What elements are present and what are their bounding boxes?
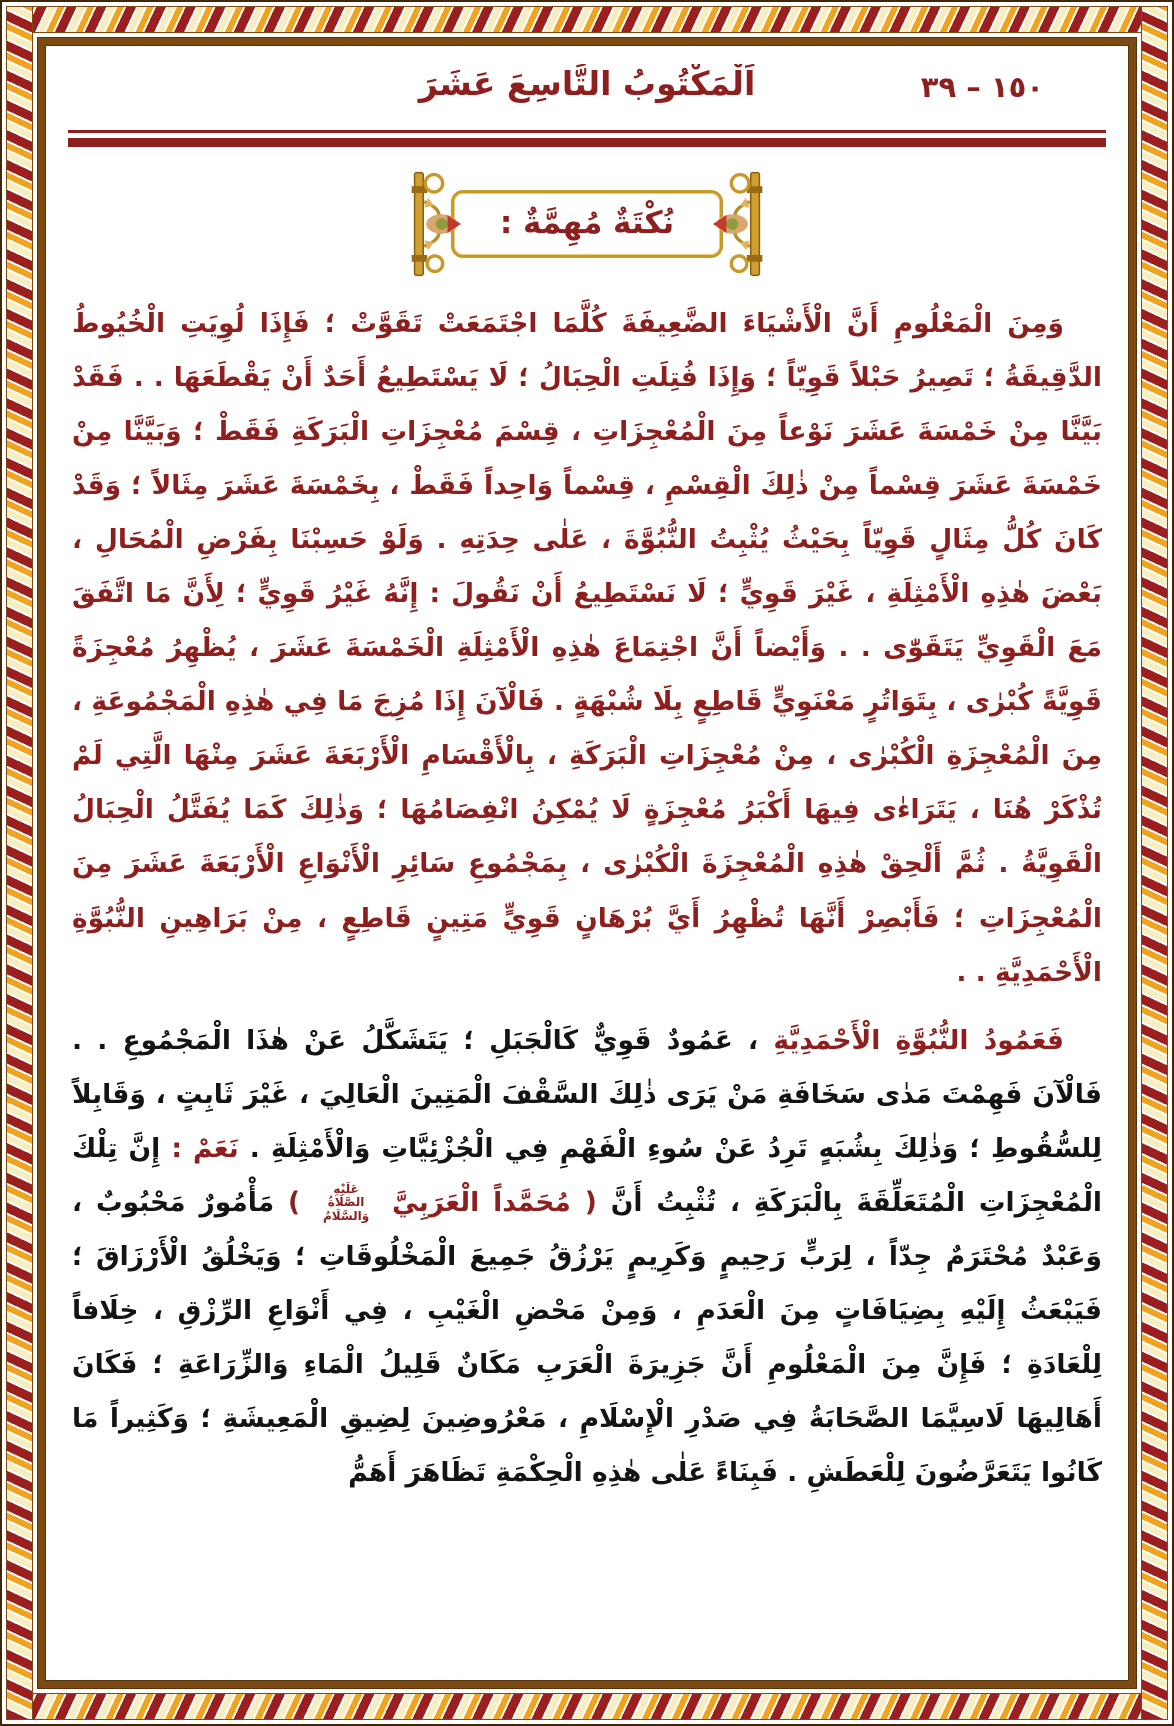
- section-heading: نُكْتَةٌ مُهِمَّةٌ :: [499, 205, 675, 241]
- highlight-pillar-of-prophethood: فَعَمُودُ النُّبُوَّةِ الْأَحْمَدِيَّةِ: [773, 1024, 1064, 1056]
- highlight-naam: نَعَمْ :: [171, 1132, 239, 1164]
- arabesque-flourish-icon: [711, 169, 773, 279]
- paragraph-2-text: مَأْمُورٌ مَحْبُوبٌ ، وَعَبْدٌ مُحْتَرَمٌ جِدّاً ، لِرَبٍّ رَحِيمٍ وَكَرِيمٍ يَرْزُقُ جَمِيعَ الْمَخْلُوقَاتِ ؛ وَيَخْلُقُ الْأَرْزَاقَ ؛ فَيَبْعَثُ إِلَيْهِ بِضِيَافَاتٍ مِنَ الْعَدَمِ ، وَمِنْ مَحْضِ الْغَيْبِ ، فِي أَنْوَاعِ الرِّزْقِ ، خِلَافاً لِلْعَادَةِ ؛ فَإِنَّ مِنَ الْمَعْلُومِ أَنَّ جَزِيرَةَ الْعَرَبِ مَكَانٌ قَلِيلُ الْمَاءِ وَالزِّرَاعَةِ ؛ فَكَانَ أَهَالِيهَا لَاسِيَّمَا الصَّحَابَةُ فِي صَدْرِ الْإِسْلَامِ ، مَعْرُوضِينَ لِضِيقِ الْمَعِيشَةِ ؛ وَكَثِيراً مَا كَانُوا يَتَعَرَّضُونَ لِلْعَطَشِ . فَبِنَاءً عَلٰى هٰذِهِ الْحِكْمَةِ تَظَاهَرَ أَهَمُّ: [72, 1186, 1102, 1488]
- section-cartouche: [68, 165, 1106, 283]
- border-band-bottom: [6, 1693, 1168, 1720]
- border-band-left: [6, 6, 33, 1720]
- header-divider: [68, 130, 1106, 147]
- paragraph-2-text: ، عَمُودٌ قَوِيٌّ كَالْجَبَلِ ؛ يَتَشَكَّلُ عَنْ هٰذَا الْمَجْمُوعِ . . فَالْآنَ فَهِمْتَ مَدٰى سَخَافَةِ مَنْ يَرَى ذٰلِكَ السَّقْفَ الْمَتِينَ الْعَالِيَ ، غَيْرَ ثَابِتٍ ، وَقَابِلاً لِلسُّقُوطِ ؛ وَذٰلِكَ بِشُبَهٍ تَرِدُ عَنْ سُوءِ الْفَهْمِ فِي الْجُزْئِيَّاتِ وَالْأَمْثِلَةِ .: [72, 1024, 1102, 1164]
- border-band-right: [1141, 6, 1168, 1720]
- cartouche-box: [451, 190, 723, 258]
- salawat-seal: عَلَيْهِ الصَّلَاةُ وَالسَّلَامُ: [322, 1181, 370, 1224]
- page-numbers: ١٥٠ – ٣٩: [920, 70, 1044, 104]
- arabesque-flourish-icon: [401, 169, 463, 279]
- page-title: اَلْمَكْتُوبُ التَّاسِعَ عَشَرَ: [418, 64, 756, 103]
- page-header: [68, 64, 1106, 126]
- highlight-muhammad-al-arabi-close: ): [288, 1186, 315, 1218]
- paragraph-2: [68, 1014, 1106, 1500]
- divider-thick-rule: [68, 138, 1106, 147]
- highlight-muhammad-al-arabi: ( مُحَمَّداً الْعَرَبِيَّ: [378, 1186, 597, 1218]
- page-content: [68, 64, 1106, 1668]
- paragraph-2-text: إِنَّ تِلْكَ الْمُعْجِزَاتِ الْمُتَعَلِّقَةَ بِالْبَرَكَةِ ، تُثْبِتُ أَنَّ: [72, 1132, 1102, 1218]
- paragraph-1: وَمِنَ الْمَعْلُومِ أَنَّ الْأَشْيَاءَ الضَّعِيفَةَ كُلَّمَا اجْتَمَعَتْ تَقَوَّتْ ؛ فَإِذَا لُوِيَتِ الْخُيُوطُ الدَّقِيقَةُ ؛ تَصِيرُ حَبْلاً قَوِيّاً ؛ وَإِذَا فُتِلَتِ الْحِبَالُ ؛ لَا يَسْتَطِيعُ أَحَدٌ أَنْ يَقْطَعَهَا . . فَقَدْ بَيَّنَّا مِنْ خَمْسَةَ عَشَرَ نَوْعاً مِنَ الْمُعْجِزَاتِ ، قِسْمَ مُعْجِزَاتِ الْبَرَكَةِ فَقَطْ ؛ وَبَيَّنَّا مِنْ خَمْسَةَ عَشَرَ قِسْماً مِنْ ذٰلِكَ الْقِسْمِ ، قِسْماً وَاحِداً فَقَطْ ، بِخَمْسَةَ عَشَرَ مِثَالاً ؛ وَقَدْ كَانَ كُلُّ مِثَالٍ قَوِيّاً بِحَيْثُ يُثْبِتُ النُّبُوَّةَ ، عَلٰى حِدَتِهِ . وَلَوْ حَسِبْنَا بِفَرْضِ الْمُحَالِ ، بَعْضَ هٰذِهِ الْأَمْثِلَةِ ، غَيْرَ قَوِيٍّ ؛ لَا نَسْتَطِيعُ أَنْ نَقُولَ : إِنَّهُ غَيْرُ قَوِيٍّ ؛ لِأَنَّ مَا اتَّفَقَ مَعَ الْقَوِيِّ يَتَقَوّٰى . . وَأَيْضاً أَنَّ اجْتِمَاعَ هٰذِهِ الْأَمْثِلَةِ الْخَمْسَةَ عَشَرَ ، يُظْهِرُ مُعْجِزَةً قَوِيَّةً كُبْرٰى ، بِتَوَاتُرٍ مَعْنَوِيٍّ قَاطِعٍ بِلَا شُبْهَةٍ . فَالْآنَ إِذَا مُزِجَ مَا فِي هٰذِهِ الْمَجْمُوعَةِ ، مِنَ الْمُعْجِزَةِ الْكُبْرٰى ، مِنْ مُعْجِزَاتِ الْبَرَكَةِ ، بِالْأَقْسَامِ الْأَرْبَعَةَ عَشَرَ مِنْهَا الَّتِي لَمْ تُذْكَرْ هُنَا ، يَتَرَاءٰى فِيهَا أَكْبَرُ مُعْجِزَةٍ لَا يُمْكِنُ انْفِصَامُهَا ؛ وَذٰلِكَ كَمَا يُفَتَّلُ الْحِبَالُ الْقَوِيَّةُ . ثُمَّ أَلْحِقْ هٰذِهِ الْمُعْجِزَةَ الْكُبْرٰى ، بِمَجْمُوعِ سَائِرِ الْأَنْوَاعِ الْأَرْبَعَةَ عَشَرَ مِنَ الْمُعْجِزَاتِ ؛ فَأَبْصِرْ أَنَّهَا تُظْهِرُ أَيَّ بُرْهَانٍ قَوِيٍّ مَتِينٍ قَاطِعٍ ، مِنْ بَرَاهِينِ النُّبُوَّةِ الْأَحْمَدِيَّةِ . .: [72, 308, 1102, 988]
- divider-thin-rule: [68, 130, 1106, 133]
- border-band-top: [6, 6, 1168, 33]
